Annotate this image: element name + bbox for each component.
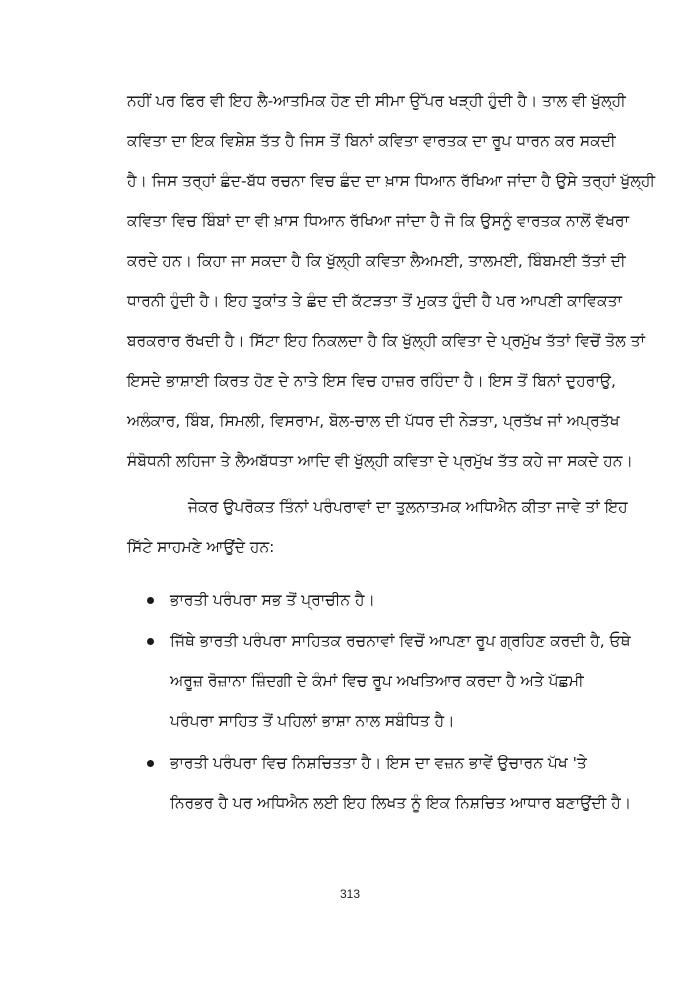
bullet-line: ਭਾਰਤੀ ਪਰੰਪਰਾ ਵਿਚ ਨਿਸ਼ਚਿਤਤਾ ਹੈ। ਇਸ ਦਾ ਵਜ਼ਨ ਭਾਵੇਂ ਉਚਾਰਨ ਪੱਖ 'ਤੇ — [170, 754, 587, 772]
bullet-line: ਅਰੂਜ਼ ਰੋਜ਼ਾਨਾ ਜ਼ਿੰਦਗੀ ਦੇ ਕੰਮਾਂ ਵਿਚ ਰੂਪ ਅਖਤਿਆਰ ਕਰਦਾ ਹੈ ਅਤੇ ਪੱਛਮੀ — [170, 672, 584, 690]
bullet-line: ਭਾਰਤੀ ਪਰੰਪਰਾ ਸਭ ਤੋਂ ਪ੍ਰਾਚੀਨ ਹੈ। — [170, 591, 375, 609]
bullet-line: ਨਿਰਭਰ ਹੈ ਪਰ ਅਧਿਐਨ ਲਈ ਇਹ ਲਿਖਤ ਨੂੰ ਇਕ ਨਿਸ਼ਚਿਤ ਆਧਾਰ ਬਣਾਉਂਦੀ ਹੈ। — [170, 794, 632, 812]
paragraph-line: ਹੈ। ਜਿਸ ਤਰ੍ਹਾਂ ਛੰਦ-ਬੱਧ ਰਚਨਾ ਵਿਚ ਛੰਦ ਦਾ ਖ਼ਾਸ ਧਿਆਨ ਰੱਖਿਆ ਜਾਂਦਾ ਹੈ ਉਸੇ ਤਰ੍ਹਾਂ ਖੁੱਲ੍ਹੀ — [127, 172, 656, 190]
paragraph-line: ਸਿੱਟੇ ਸਾਹਮਣੇ ਆਉਂਦੇ ਹਨ: — [127, 538, 275, 556]
paragraph-line: ਕਵਿਤਾ ਦਾ ਇਕ ਵਿਸ਼ੇਸ਼ ਤੱਤ ਹੈ ਜਿਸ ਤੋਂ ਬਿਨਾਂ ਕਵਿਤਾ ਵਾਰਤਕ ਦਾ ਰੂਪ ਧਾਰਨ ਕਰ ਸਕਦੀ — [127, 132, 616, 150]
paragraph-line: ਨਹੀਂ ਪਰ ਫਿਰ ਵੀ ਇਹ ਲੈ-ਆਤਮਿਕ ਹੋਣ ਦੀ ਸੀਮਾ ਉੱਪਰ ਖੜ੍ਹੀ ਹੁੰਦੀ ਹੈ। ਤਾਲ ਵੀ ਖੁੱਲ੍ਹੀ — [127, 92, 626, 110]
bullet-icon — [147, 597, 154, 604]
bullet-icon — [147, 760, 154, 767]
paragraph-line: ਕਰਦੇ ਹਨ। ਕਿਹਾ ਜਾ ਸਕਦਾ ਹੈ ਕਿ ਖੁੱਲ੍ਹੀ ਕਵਿਤਾ ਲੈਅਮਈ, ਤਾਲਮਈ, ਬਿੰਬਮਈ ਤੱਤਾਂ ਦੀ — [127, 252, 626, 270]
paragraph-line: ਜੇਕਰ ਉਪਰੋਕਤ ਤਿੰਨਾਂ ਪਰੰਪਰਾਵਾਂ ਦਾ ਤੁਲਨਾਤਮਕ ਅਧਿਐਨ ਕੀਤਾ ਜਾਵੇ ਤਾਂ ਇਹ — [188, 498, 628, 516]
paragraph-line: ਬਰਕਰਾਰ ਰੱਖਦੀ ਹੈ। ਸਿੱਟਾ ਇਹ ਨਿਕਲਦਾ ਹੈ ਕਿ ਖੁੱਲ੍ਹੀ ਕਵਿਤਾ ਦੇ ਪ੍ਰਮੁੱਖ ਤੱਤਾਂ ਵਿਚੋਂ ਤੋਲ ਤਾਂ — [127, 332, 645, 350]
bullet-icon — [147, 638, 154, 645]
paragraph-line: ਸੰਬੋਧਨੀ ਲਹਿਜਾ ਤੇ ਲੈਅਬੱਧਤਾ ਆਦਿ ਵੀ ਖੁੱਲ੍ਹੀ ਕਵਿਤਾ ਦੇ ਪ੍ਰਮੁੱਖ ਤੱਤ ਕਹੇ ਜਾ ਸਕਦੇ ਹਨ। — [127, 452, 633, 470]
bullet-line: ਪਰੰਪਰਾ ਸਾਹਿਤ ਤੋਂ ਪਹਿਲਾਂ ਭਾਸ਼ਾ ਨਾਲ ਸਬੰਧਿਤ ਹੈ। — [170, 712, 455, 730]
paragraph-line: ਅਲੰਕਾਰ, ਬਿੰਬ, ਸਿਮਲੀ, ਵਿਸਰਾਮ, ਬੋਲ-ਚਾਲ ਦੀ ਪੱਧਰ ਦੀ ਨੇੜਤਾ, ਪ੍ਰਤੱਖ ਜਾਂ ਅਪ੍ਰਤੱਖ — [127, 412, 620, 430]
page-number: 313 — [339, 887, 361, 901]
paragraph-line: ਇਸਦੇ ਭਾਸ਼ਾਈ ਕਿਰਤ ਹੋਣ ਦੇ ਨਾਤੇ ਇਸ ਵਿਚ ਹਾਜ਼ਰ ਰਹਿੰਦਾ ਹੈ। ਇਸ ਤੋਂ ਬਿਨਾਂ ਦੁਹਰਾਉ, — [127, 372, 616, 390]
paragraph-line: ਧਾਰਨੀ ਹੁੰਦੀ ਹੈ। ਇਹ ਤੁਕਾਂਤ ਤੇ ਛੰਦ ਦੀ ਕੱਟੜਤਾ ਤੋਂ ਮੁਕਤ ਹੁੰਦੀ ਹੈ ਪਰ ਆਪਣੀ ਕਾਵਿਕਤਾ — [127, 292, 622, 310]
bullet-line: ਜਿੱਥੇ ਭਾਰਤੀ ਪਰੰਪਰਾ ਸਾਹਿਤਕ ਰਚਨਾਵਾਂ ਵਿਚੋਂ ਆਪਣਾ ਰੂਪ ਗ੍ਰਹਿਣ ਕਰਦੀ ਹੈ, ਓਥੇ — [170, 632, 631, 650]
paragraph-line: ਕਵਿਤਾ ਵਿਚ ਬਿੰਬਾਂ ਦਾ ਵੀ ਖ਼ਾਸ ਧਿਆਨ ਰੱਖਿਆ ਜਾਂਦਾ ਹੈ ਜੋ ਕਿ ਉਸਨੂੰ ਵਾਰਤਕ ਨਾਲੋਂ ਵੱਖਰਾ — [127, 212, 630, 230]
